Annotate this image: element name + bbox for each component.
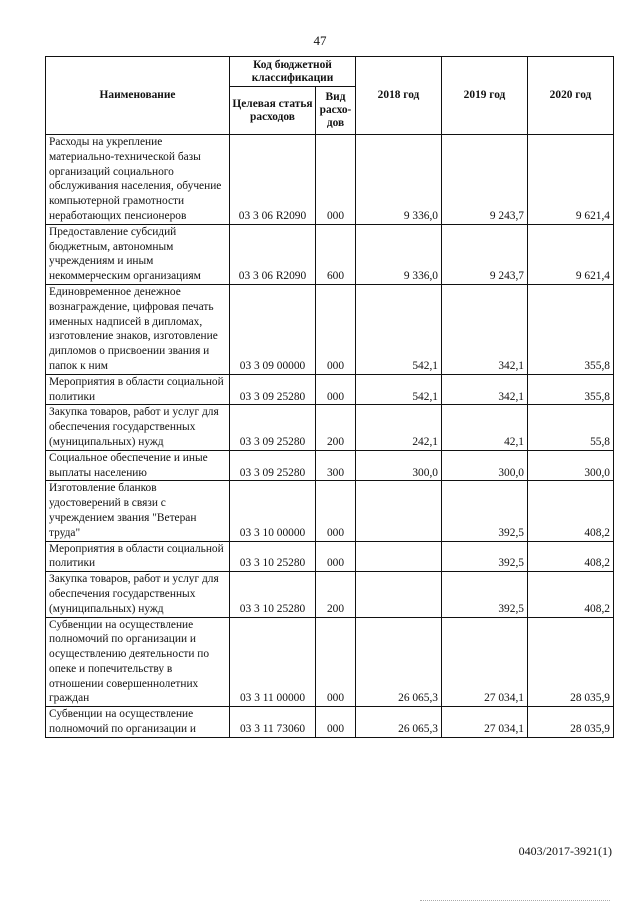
row-target-article: 03 3 06 R2090 xyxy=(230,135,316,225)
row-2019: 392,5 xyxy=(442,481,528,541)
row-name: Мероприятия в области социальной политики xyxy=(46,374,230,405)
row-2018: 242,1 xyxy=(356,405,442,450)
header-expense-type: Вид расхо-дов xyxy=(316,87,356,135)
row-expense-type: 000 xyxy=(316,617,356,707)
row-2020: 28 035,9 xyxy=(528,707,614,738)
scan-artifact xyxy=(420,900,610,903)
row-target-article: 03 3 11 00000 xyxy=(230,617,316,707)
page-number: 47 xyxy=(313,33,327,48)
row-target-article: 03 3 09 25280 xyxy=(230,450,316,481)
row-2018 xyxy=(356,481,442,541)
row-target-article: 03 3 09 25280 xyxy=(230,374,316,405)
row-target-article: 03 3 10 25280 xyxy=(230,572,316,617)
row-2018: 26 065,3 xyxy=(356,617,442,707)
header-name: Наименование xyxy=(46,57,230,135)
table-row xyxy=(46,405,614,450)
row-expense-type: 200 xyxy=(316,572,356,617)
header-classification: Код бюджетной классификации xyxy=(230,57,356,87)
row-name: Субвенции на осуществление полномочий по организации и осуществлению деятельности по опеке и попечительству в отношении совершеннолетних граждан xyxy=(46,617,230,707)
row-2020: 408,2 xyxy=(528,572,614,617)
row-target-article: 03 3 06 R2090 xyxy=(230,224,316,284)
table-row xyxy=(46,617,614,707)
row-expense-type: 300 xyxy=(316,450,356,481)
row-2019: 27 034,1 xyxy=(442,707,528,738)
table-row xyxy=(46,572,614,617)
row-2018 xyxy=(356,541,442,572)
row-2020: 300,0 xyxy=(528,450,614,481)
row-expense-type: 000 xyxy=(316,541,356,572)
row-2019: 42,1 xyxy=(442,405,528,450)
row-2020: 408,2 xyxy=(528,541,614,572)
row-2019: 9 243,7 xyxy=(442,135,528,225)
table-row xyxy=(46,707,614,738)
row-2019: 392,5 xyxy=(442,541,528,572)
row-expense-type: 200 xyxy=(316,405,356,450)
row-2020: 9 621,4 xyxy=(528,224,614,284)
row-name: Предоставление субсидий бюджетным, автономным учреждениям и иным некоммерческим организациям xyxy=(46,224,230,284)
header-2018: 2018 год xyxy=(356,57,442,135)
row-target-article: 03 3 11 73060 xyxy=(230,707,316,738)
row-2020: 355,8 xyxy=(528,374,614,405)
header-target-article: Целевая статья расходов xyxy=(230,87,316,135)
row-2018: 542,1 xyxy=(356,284,442,374)
row-2020: 28 035,9 xyxy=(528,617,614,707)
row-name: Субвенции на осуществление полномочий по организации и xyxy=(46,707,230,738)
row-name: Мероприятия в области социальной политики xyxy=(46,541,230,572)
row-expense-type: 000 xyxy=(316,374,356,405)
row-2019: 27 034,1 xyxy=(442,617,528,707)
row-2019: 342,1 xyxy=(442,284,528,374)
row-2019: 392,5 xyxy=(442,572,528,617)
header-2019: 2019 год xyxy=(442,57,528,135)
row-name: Закупка товаров, работ и услуг для обеспечения государственных (муниципальных) нужд xyxy=(46,405,230,450)
row-2020: 55,8 xyxy=(528,405,614,450)
row-target-article: 03 3 09 25280 xyxy=(230,405,316,450)
table-row xyxy=(46,481,614,541)
row-name: Изготовление бланков удостоверений в связи с учреждением звания "Ветеран труда" xyxy=(46,481,230,541)
table-row xyxy=(46,284,614,374)
row-2020: 355,8 xyxy=(528,284,614,374)
row-2019: 300,0 xyxy=(442,450,528,481)
table-row xyxy=(46,374,614,405)
row-2018 xyxy=(356,572,442,617)
row-2018: 542,1 xyxy=(356,374,442,405)
row-2018: 26 065,3 xyxy=(356,707,442,738)
row-2018: 300,0 xyxy=(356,450,442,481)
table-row xyxy=(46,224,614,284)
row-2019: 9 243,7 xyxy=(442,224,528,284)
row-target-article: 03 3 10 00000 xyxy=(230,481,316,541)
header-2020: 2020 год xyxy=(528,57,614,135)
row-name: Социальное обеспечение и иные выплаты населению xyxy=(46,450,230,481)
row-2020: 408,2 xyxy=(528,481,614,541)
table-row xyxy=(46,541,614,572)
row-expense-type: 600 xyxy=(316,224,356,284)
row-expense-type: 000 xyxy=(316,135,356,225)
row-2020: 9 621,4 xyxy=(528,135,614,225)
table-row xyxy=(46,450,614,481)
row-expense-type: 000 xyxy=(316,481,356,541)
document-code: 0403/2017-3921(1) xyxy=(518,844,612,858)
row-2019: 342,1 xyxy=(442,374,528,405)
row-expense-type: 000 xyxy=(316,284,356,374)
row-target-article: 03 3 09 00000 xyxy=(230,284,316,374)
row-name: Закупка товаров, работ и услуг для обеспечения государственных (муниципальных) нужд xyxy=(46,572,230,617)
row-name: Расходы на укрепление материально-технической базы организаций социального обслуживания населения, обучение компьютерной грамотности неработающих пенсионеров xyxy=(46,135,230,225)
row-2018: 9 336,0 xyxy=(356,135,442,225)
row-2018: 9 336,0 xyxy=(356,224,442,284)
row-target-article: 03 3 10 25280 xyxy=(230,541,316,572)
row-expense-type: 000 xyxy=(316,707,356,738)
budget-table xyxy=(45,56,614,738)
table-row xyxy=(46,135,614,225)
row-name: Единовременное денежное вознаграждение, цифровая печать именных надписей в дипломах, изготовление знаков, изготовление дипломов о присвоении звания и папок к ним xyxy=(46,284,230,374)
